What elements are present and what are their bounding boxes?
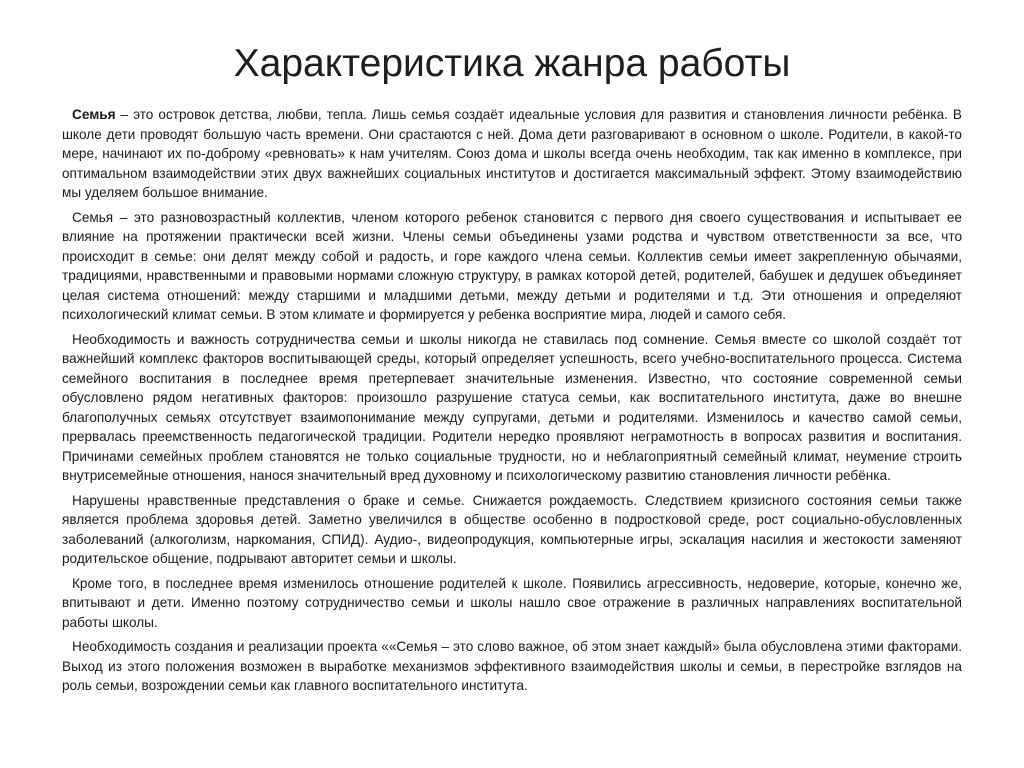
paragraph-text: Необходимость создания и реализации проекта ««Семья – это слово важное, об этом знает каждый» была обусловлена этими факторами. Выход из этого положения возможен в выработке механизмов эффективного взаимодействия школы и семьи, в перестройке взглядов на роль семьи, возрождении семьи как главного воспитательного института. — [62, 639, 962, 693]
paragraph-3 — [62, 330, 962, 486]
paragraph-5 — [62, 574, 962, 633]
paragraph-6 — [62, 637, 962, 696]
paragraph-lead: Семья — [72, 107, 116, 122]
paragraph-text: Кроме того, в последнее время изменилось отношение родителей к школе. Появились агрессивность, недоверие, которые, конечно же, впитывают и дети. Именно поэтому сотрудничество семьи и школы нашло свое отражение в различных направлениях воспитательной работы школы. — [62, 575, 962, 630]
paragraph-text: Семья – это разновозрастный коллектив, членом которого ребенок становится с первого дня своего существования и испытывает ее влияние на протяжении практически всей жизни. Члены семьи объединены узами родства и чувством ответственности за все, что происходит в семье: они делят между собой и радость, и горе каждого члена семьи. Коллектив семьи имеет закрепленную обычаями, традициями, нравственными и правовыми нормами сложную структуру, в рамках которой детей, родителей, бабушек и дедушек объединяет целая система отношений: между старшими и младшими детьми, между детьми и родителями и т.д. Эти отношения и определяют психологический климат семьи. В этом климате и формируется у ребенка восприятие мира, людей и самого себя. — [62, 209, 962, 322]
body-text — [62, 105, 962, 701]
paragraph-text: Необходимость и важность сотрудничества семьи и школы никогда не ставилась под сомнение. Семья вместе со школой создаёт тот важнейший комплекс факторов воспитывающей среды, который определяет успешность, всего учебно-воспитательного процесса. Система семейного воспитания в последнее время претерпевает значительные изменения. Известно, что состояние современной семьи обусловлено рядом негативных факторов: произошло разрушение статуса семьи, как воспитательного института, даже во внешне благополучных семьях отсутствует взаимопонимание между супругами, детьми и родителями. Изменилось и качество самой семьи, прервалась преемственность педагогической традиции. Родители нередко проявляют неграмотность в вопросах развития и воспитания. Причинами семейных проблем становятся не только социальные трудности, но и неблагоприятный семейный климат, неумение строить внутрисемейные отношения, нанося значительный вред духовному и психологическому развитию становления личности ребёнка. — [62, 331, 962, 483]
paragraph-4 — [62, 491, 962, 569]
paragraph-text: Нарушены нравственные представления о браке и семье. Снижается рождаемость. Следствием кризисного состояния семьи также является проблема здоровья детей. Заметно увеличился в обществе особенно в подростковой среде, рост социально-обусловленных заболеваний (алкоголизм, наркомания, СПИД). Аудио-, видеопродукция, компьютерные игры, эскалация насилия и жестокости заменяют родительское общение, подрывают авторитет семьи и школы. — [62, 492, 962, 566]
page-title: Характеристика жанра работы — [233, 42, 791, 85]
paragraph-2 — [62, 208, 962, 325]
paragraph-1 — [62, 105, 962, 203]
paragraph-text: – это островок детства, любви, тепла. Лишь семья создаёт идеальные условия для развития и становления личности ребёнка. В школе дети проводят большую часть времени. Они срастаются с ней. Дома дети разговаривают в основном о школе. Родители, в какой-то мере, начинают их по-доброму «ревновать» к нам учителям. Союз дома и школы всегда очень необходим, так как именно в комплексе, при оптимальном взаимодействии этих двух важнейших социальных институтов и достигается максимальный эффект. Этому взаимодействию мы уделяем большое внимание. — [62, 107, 962, 200]
